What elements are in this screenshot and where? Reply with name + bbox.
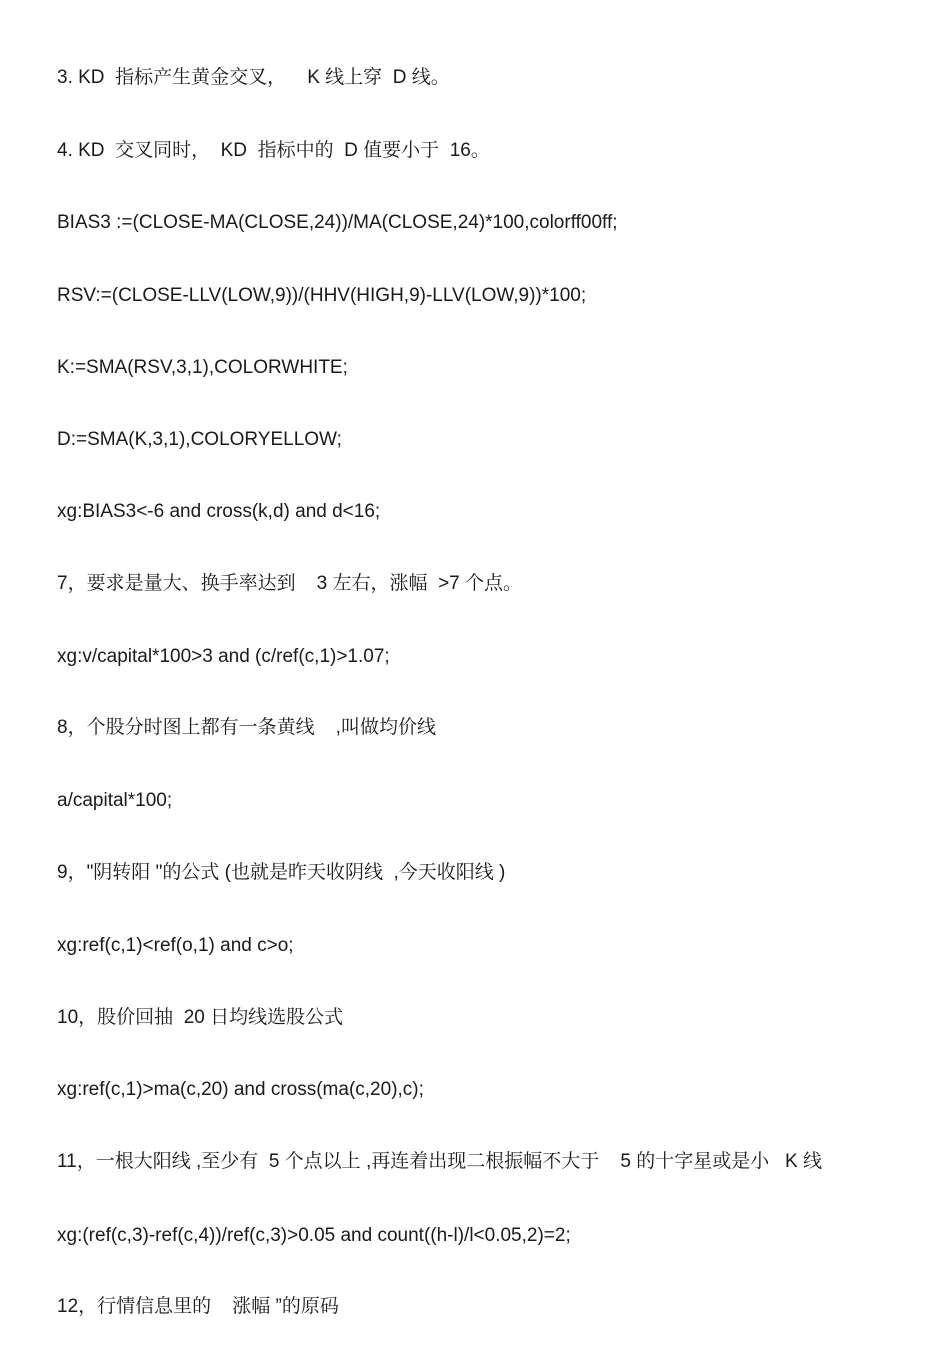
code-line-xg-ma20: xg:ref(c,1)>ma(c,20) and cross(ma(c,20),c); (57, 1079, 424, 1100)
code-line-rsv: RSV:=(CLOSE-LLV(LOW,9))/(HHV(HIGH,9)-LLV(LOW,9))*100; (57, 285, 587, 306)
text-line-item-12: 12，行情信息里的 涨幅 ”的原码 (57, 1296, 339, 1317)
code-line-xg-doji: xg:(ref(c,3)-ref(c,4))/ref(c,3)>0.05 and count((h-l)/l<0.05,2)=2; (57, 1225, 571, 1246)
text-line-item-11: 11，一根大阳线 ,至少有 5 个点以上 ,再连着出现二根振幅不大于 5 的十字星或是小 K 线 (57, 1151, 822, 1172)
code-line-bias3: BIAS3 :=(CLOSE-MA(CLOSE,24))/MA(CLOSE,24)*100,colorff00ff; (57, 212, 618, 233)
text-line-item-10: 10，股价回抽 20 日均线选股公式 (57, 1007, 344, 1028)
code-line-k: K:=SMA(RSV,3,1),COLORWHITE; (57, 357, 348, 378)
code-line-capital: a/capital*100; (57, 790, 173, 811)
text-line-item-8: 8，个股分时图上都有一条黄线 ,叫做均价线 (57, 717, 436, 738)
code-line-xg-bias3: xg:BIAS3<-6 and cross(k,d) and d<16; (57, 501, 381, 522)
text-line-kd-d-value: 4. KD 交叉同时， KD 指标中的 D 值要小于 16。 (57, 140, 490, 161)
text-line-item-7: 7，要求是量大、换手率达到 3 左右，涨幅 >7 个点。 (57, 573, 523, 594)
text-line-kd-golden-cross: 3. KD 指标产生黄金交叉， K 线上穿 D 线。 (57, 67, 450, 88)
text-line-item-9: 9，"阴转阳 "的公式 (也就是昨天收阴线 ,今天收阳线 ) (57, 862, 506, 883)
code-line-d: D:=SMA(K,3,1),COLORYELLOW; (57, 429, 342, 450)
code-line-xg-capital: xg:v/capital*100>3 and (c/ref(c,1)>1.07; (57, 646, 390, 667)
code-line-xg-yin-yang: xg:ref(c,1)<ref(o,1) and c>o; (57, 935, 294, 956)
